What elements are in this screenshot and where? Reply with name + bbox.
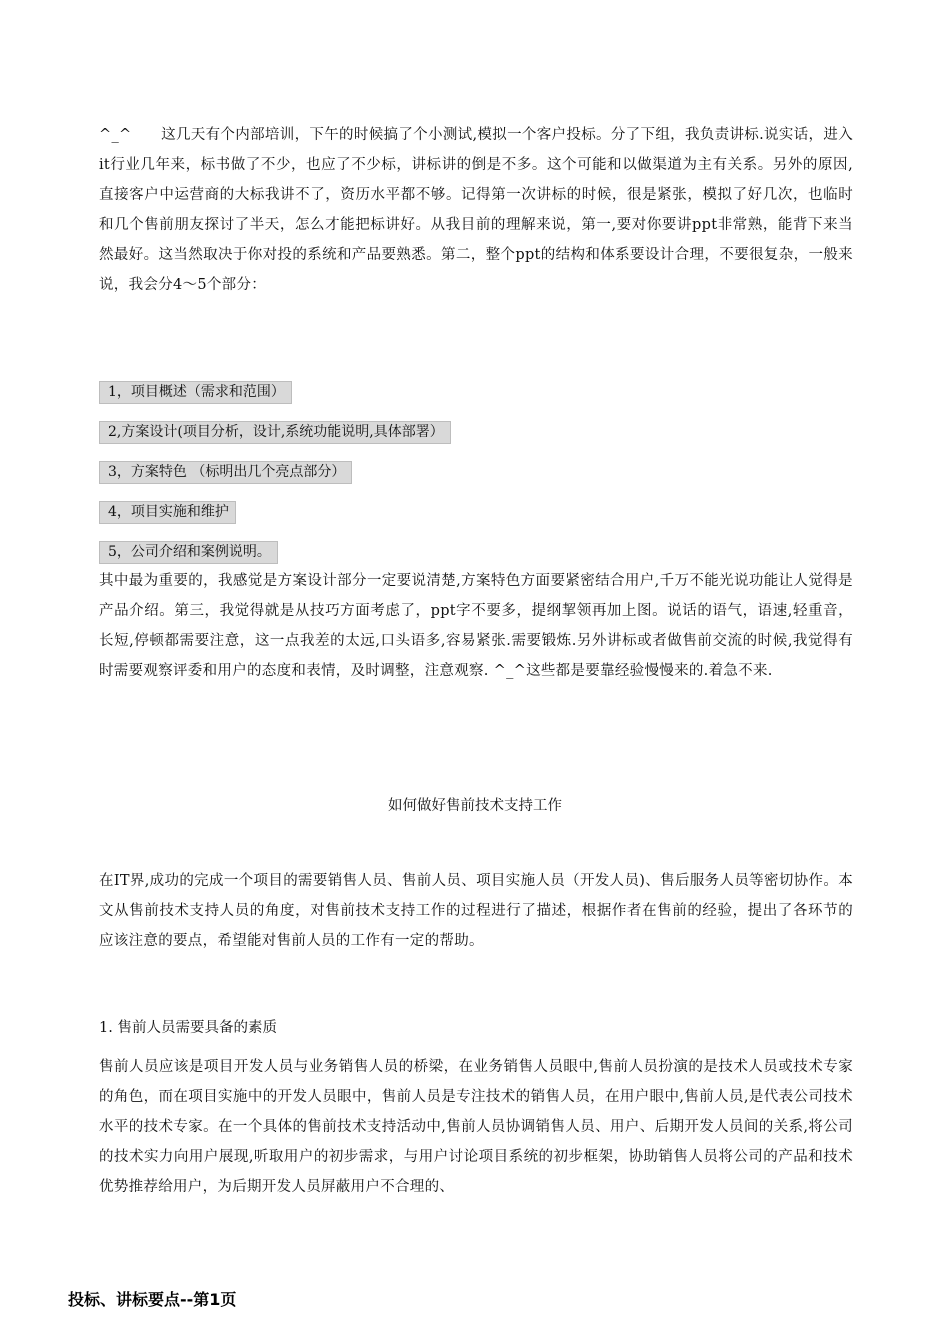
outline-item-3: 3，方案特色 （标明出几个亮点部分）: [99, 461, 352, 484]
outline-item-2: 2,方案设计(项目分析，设计,系统功能说明,具体部署）: [99, 421, 451, 444]
body-paragraph-3: 在IT界,成功的完成一个项目的需要销售人员、售前人员、项目实施人员（开发人员)、售后服务人员等密切协作。本文从售前技术支持人员的角度，对售前技术支持工作的过程进行了描述，根据作者在售前的经验，提出了各环节的应该注意的要点，希望能对售前人员的工作有一定的帮助。: [99, 873, 853, 949]
body-paragraph-4: 售前人员应该是项目开发人员与业务销售人员的桥梁，在业务销售人员眼中,售前人员扮演的是技术人员或技术专家的角色，而在项目实施中的开发人员眼中，售前人员是专注技术的销售人员，在用户眼中,售前人员,是代表公司技术水平的技术专家。在一个具体的售前技术支持活动中,售前人员协调销售人员、用户、后期开发人员间的关系,将公司的技术实力向用户展现,听取用户的初步需求，与用户讨论项目系统的初步框架，协助销售人员将公司的产品和技术优势推荐给用户，为后期开发人员屏蔽用户不合理的、: [99, 1059, 853, 1195]
body-paragraph-2: 其中最为重要的，我感觉是方案设计部分一定要说清楚,方案特色方面要紧密结合用户,千万不能光说功能让人觉得是产品介绍。第三，我觉得就是从技巧方面考虑了，ppt字不要多，提纲挈领再加上图。说话的语气，语速,轻重音，长短,停顿都需要注意，这一点我差的太远,口头语多,容易紧张.需要锻炼.另外讲标或者做售前交流的时候,我觉得有时需要观察评委和用户的态度和表情，及时调整，注意观察. ^_^这些都是要靠经验慢慢来的.着急不来.: [99, 573, 853, 679]
page-footer: 投标、讲标要点--第1页: [68, 1290, 237, 1309]
subsection-title: 1. 售前人员需要具备的素质: [99, 1020, 277, 1036]
intro-paragraph: ^_^ 这几天有个内部培训，下午的时候搞了个小测试,模拟一个客户投标。分了下组，我负责讲标.说实话，进入it行业几年来，标书做了不少，也应了不少标，讲标讲的倒是不多。这个可能和以做渠道为主有关系。另外的原因,直接客户中运营商的大标我讲不了，资历水平都不够。记得第一次讲标的时候，很是紧张，模拟了好几次，也临时和几个售前朋友探讨了半天，怎么才能把标讲好。从我目前的理解来说，第一,要对你要讲ppt非常熟，能背下来当然最好。这当然取决于你对投的系统和产品要熟悉。第二，整个ppt的结构和体系要设计合理，不要很复杂，一般来说，我会分4～5个部分：: [99, 127, 853, 293]
outline-list: [99, 381, 853, 581]
outline-item-5: 5，公司介绍和案例说明。: [99, 541, 278, 564]
outline-item-1: 1，项目概述（需求和范围）: [99, 381, 292, 404]
outline-item-4: 4，项目实施和维护: [99, 501, 236, 524]
section-heading: 如何做好售前技术支持工作: [388, 798, 562, 814]
